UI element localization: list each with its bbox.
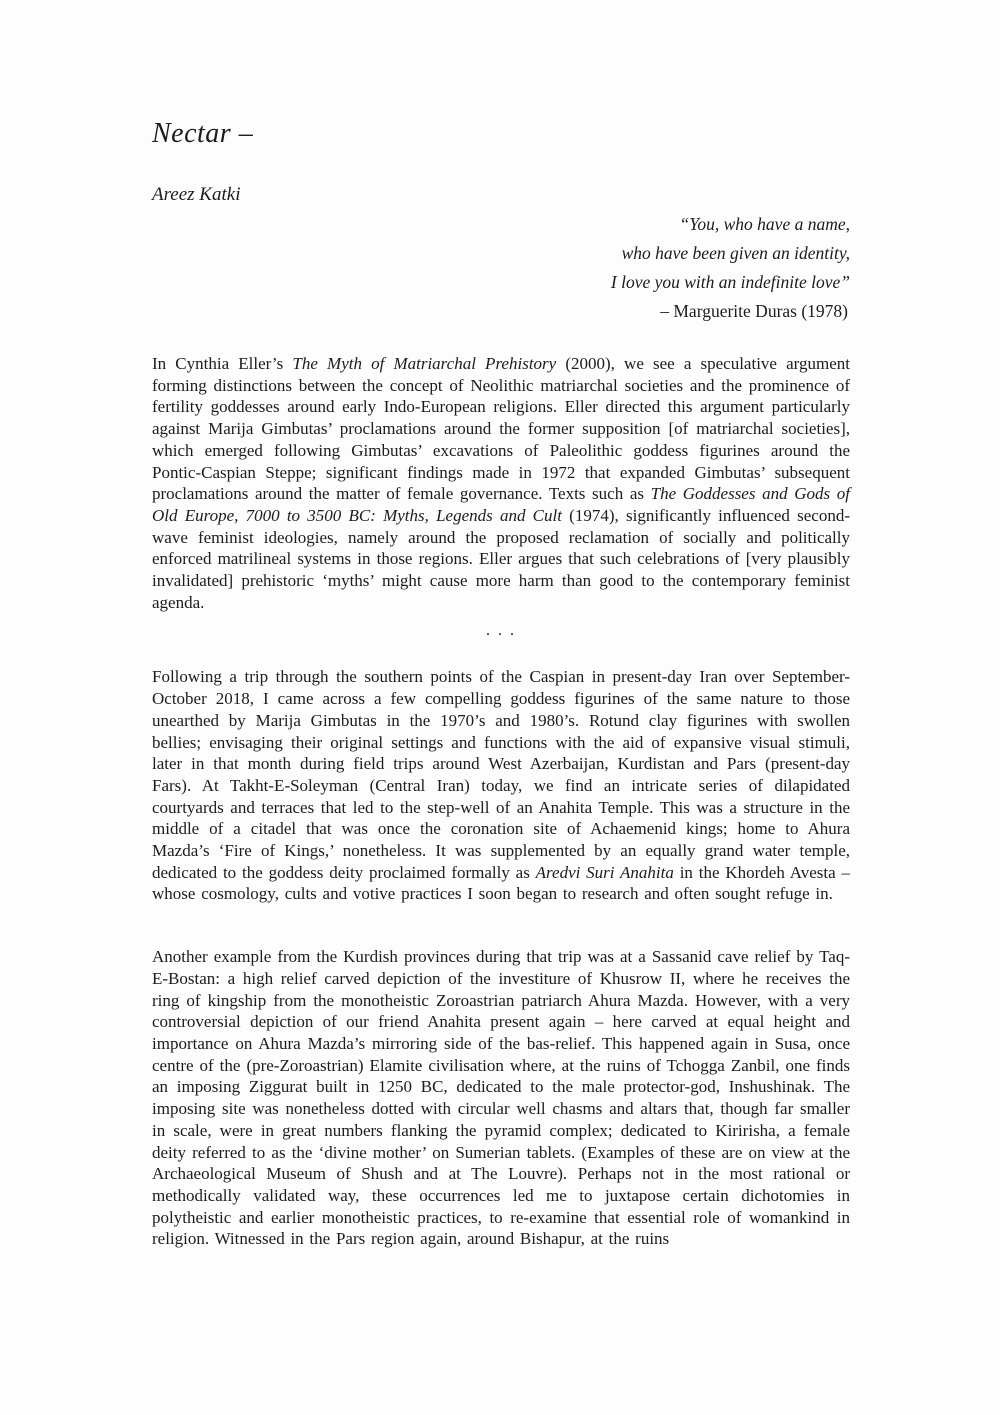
essay-title: Nectar – xyxy=(152,118,254,149)
body-paragraph: Following a trip through the southern points of the Caspian in present-day Iran over September-October 2018, I came across a few compelling goddess figurines of the same nature to those unearthed by Marija Gimbutas in the 1970’s and 1980’s. Rotund clay figurines with swollen bellies; envisaging their original settings and functions with the aid of expansive visual stimuli, later in that month during field trips around West Azerbaijan, Kurdistan and Pars (present-day Fars). At Takht-E-Soleyman (Central Iran) today, we find an intricate series of dilapidated courtyards and terraces that led to the step-well of an Anahita Temple. This was a structure in the middle of a citadel that was once the coronation site of Achaemenid kings; home to Ahura Mazda’s ‘Fire of Kings,’ nonetheless. It was supplemented by an equally grand water temple, dedicated to the goddess deity proclaimed formally as Aredvi Suri Anahita in the Khordeh Avesta – whose cosmology, cults and votive practices I soon began to research and often sought refuge in. xyxy=(152,667,850,904)
body-paragraph: In Cynthia Eller’s The Myth of Matriarchal Prehistory (2000), we see a speculative argument forming distinctions between the concept of Neolithic matriarchal societies and the prominence of fertility goddesses around early Indo-European religions. Eller directed this argument particularly against Marija Gimbutas’ proclamations around the former supposition [of matriarchal societies], which emerged following Gimbutas’ excavations of Paleolithic goddess figurines around the Pontic-Caspian Steppe; significant findings made in 1972 that expanded Gimbutas’ subsequent proclamations around the matter of female governance. Texts such as The Goddesses and Gods of Old Europe, 7000 to 3500 BC: Myths, Legends and Cult (1974), significantly influenced second-wave feminist ideologies, namely around the proposed reclamation of socially and politically enforced matrilineal systems in those regions. Eller argues that such celebrations of [very plausibly invalidated] prehistoric ‘myths’ might cause more harm than good to the contemporary feminist agenda. xyxy=(152,354,851,612)
epigraph-line: I love you with an indefinite love” xyxy=(610,272,850,292)
body-paragraph: Another example from the Kurdish provinces during that trip was at a Sassanid cave relief by Taq-E-Bostan: a high relief carved depiction of the investiture of Khusrow II, where he receives the ring of kingship from the monotheistic Zoroastrian patriarch Ahura Mazda. However, with a very controversial depiction of our friend Anahita present again – here carved at equal height and importance on Ahura Mazda’s mirroring side of the bas-relief. This happened again in Susa, once centre of the (pre-Zoroastrian) Elamite civilisation where, at the ruins of Tchogga Zanbil, one finds an imposing Ziggurat built in 1250 BC, dedicated to the male protector-god, Inshushinak. The imposing site was nonetheless dotted with circular well chasms and altars that, though far smaller in scale, were in great numbers flanking the pyramid complex; dedicated to Kiririsha, a female deity referred to as the ‘divine mother’ on Sumerian tablets. (Examples of these are on view at the Archaeological Museum of Shush and at The Louvre). Perhaps not in the most rational or methodically validated way, these occurrences led me to juxtapose certain dichotomies in polytheistic and earlier monotheistic practices, to re-examine that essential role of womankind in religion. Witnessed in the Pars region again, around Bishapur, at the ruins xyxy=(152,947,850,1249)
epigraph-line: who have been given an identity, xyxy=(621,243,850,263)
page-content xyxy=(0,116,1000,1250)
epigraph-line: “You, who have a name, xyxy=(679,214,850,234)
author-byline: Areez Katki xyxy=(152,184,241,205)
epigraph-quote xyxy=(152,210,850,326)
section-divider: . . . xyxy=(486,622,516,640)
epigraph-attribution: – Marguerite Duras (1978) xyxy=(660,301,848,321)
